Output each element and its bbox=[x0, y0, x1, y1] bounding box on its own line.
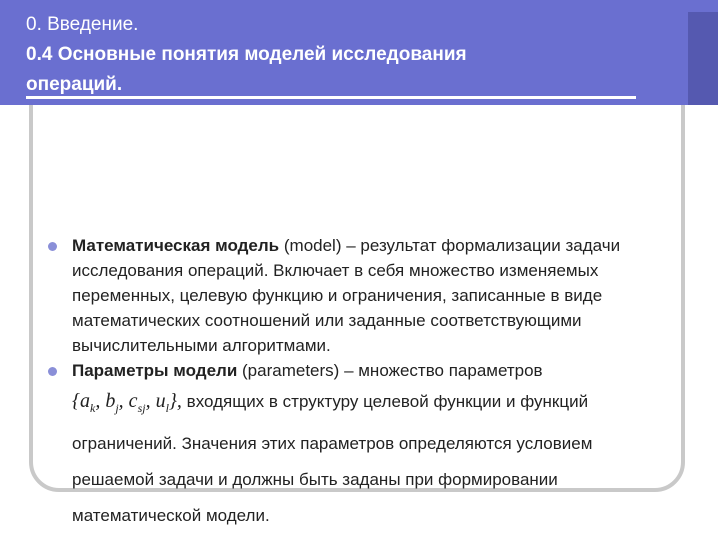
title-underline bbox=[26, 96, 636, 99]
definition-parameters-start: – множество параметров bbox=[344, 361, 543, 380]
parameters-formula-line bbox=[72, 383, 668, 534]
title-bar bbox=[0, 0, 718, 105]
parameters-formula: {$a_k$, $b_j$, $c_{sj}$, $u_l$}, bbox=[72, 390, 182, 415]
term-en-model: (model) bbox=[283, 236, 342, 255]
term-parameters: Параметры модели bbox=[72, 361, 238, 380]
definition-model: – результат формализации задачи исследования операций. Включает в себя множество изменяемых переменных, целевую функцию и ограничения, записанные в виде математических соотношений или заданные соответствующими вычислительными алгоритмами. bbox=[72, 236, 621, 355]
term-en-parameters: (parameters) bbox=[242, 361, 340, 380]
bullet-dot-icon bbox=[48, 367, 57, 376]
bullet-list bbox=[48, 233, 668, 534]
title-line-2: 0.4 Основные понятия моделей исследования bbox=[26, 44, 467, 65]
term-model: Математическая модель bbox=[72, 236, 280, 255]
title-bar-shadow bbox=[688, 12, 718, 105]
bullet-dot-icon bbox=[48, 242, 57, 251]
title-line-3: операций. bbox=[26, 74, 123, 95]
definition-parameters-rest: входящих в структуру целевой функции и функций ограничений. Значения этих параметров определяются условием решаемой задачи и должны быть заданы при формировании математической модели. bbox=[72, 392, 593, 525]
list-item-model bbox=[48, 233, 668, 358]
list-item-parameters bbox=[48, 358, 668, 534]
slide-title bbox=[26, 10, 666, 100]
title-line-1: 0. Введение. bbox=[26, 14, 139, 35]
